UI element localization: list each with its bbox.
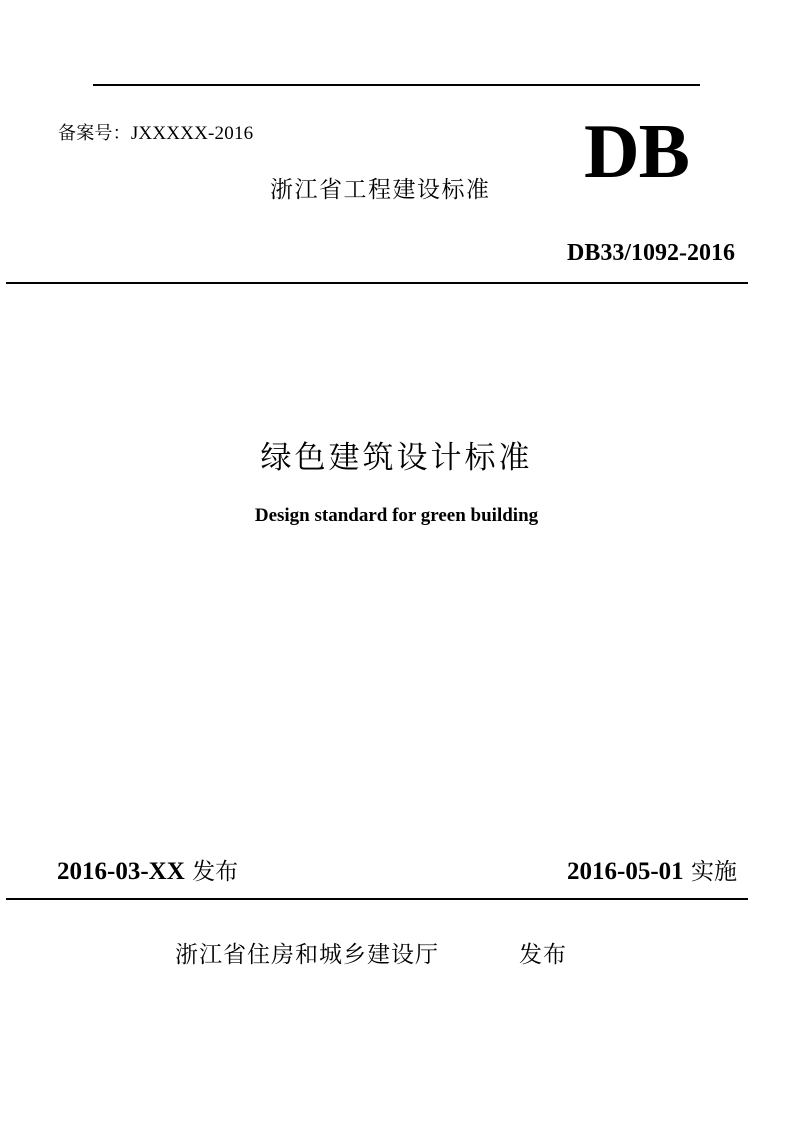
publisher: 浙江省住房和城乡建设厅 bbox=[175, 942, 439, 968]
db-mark: DB bbox=[584, 108, 689, 194]
issue-date: 2016-03-XX bbox=[57, 858, 185, 885]
document-title-chinese: 绿色建筑设计标准 bbox=[260, 440, 533, 476]
issue-date-line bbox=[57, 853, 238, 886]
top-rule bbox=[93, 84, 700, 86]
filing-label: 备案号： bbox=[58, 123, 131, 144]
footer-rule bbox=[6, 898, 748, 900]
implementation-label: 实施 bbox=[691, 859, 737, 885]
implementation-date-line bbox=[567, 853, 737, 886]
issue-label: 发布 bbox=[192, 859, 239, 885]
filing-code: JXXXXX-2016 bbox=[130, 123, 254, 144]
implementation-date: 2016-05-01 bbox=[567, 858, 684, 885]
document-title-english: Design standard for green building bbox=[254, 505, 539, 526]
standard-category: 浙江省工程建设标准 bbox=[270, 177, 491, 203]
header-rule bbox=[6, 282, 748, 284]
publish-label: 发布 bbox=[519, 942, 567, 968]
standard-number: DB33/1092-2016 bbox=[567, 240, 735, 266]
filing-number bbox=[58, 119, 253, 145]
